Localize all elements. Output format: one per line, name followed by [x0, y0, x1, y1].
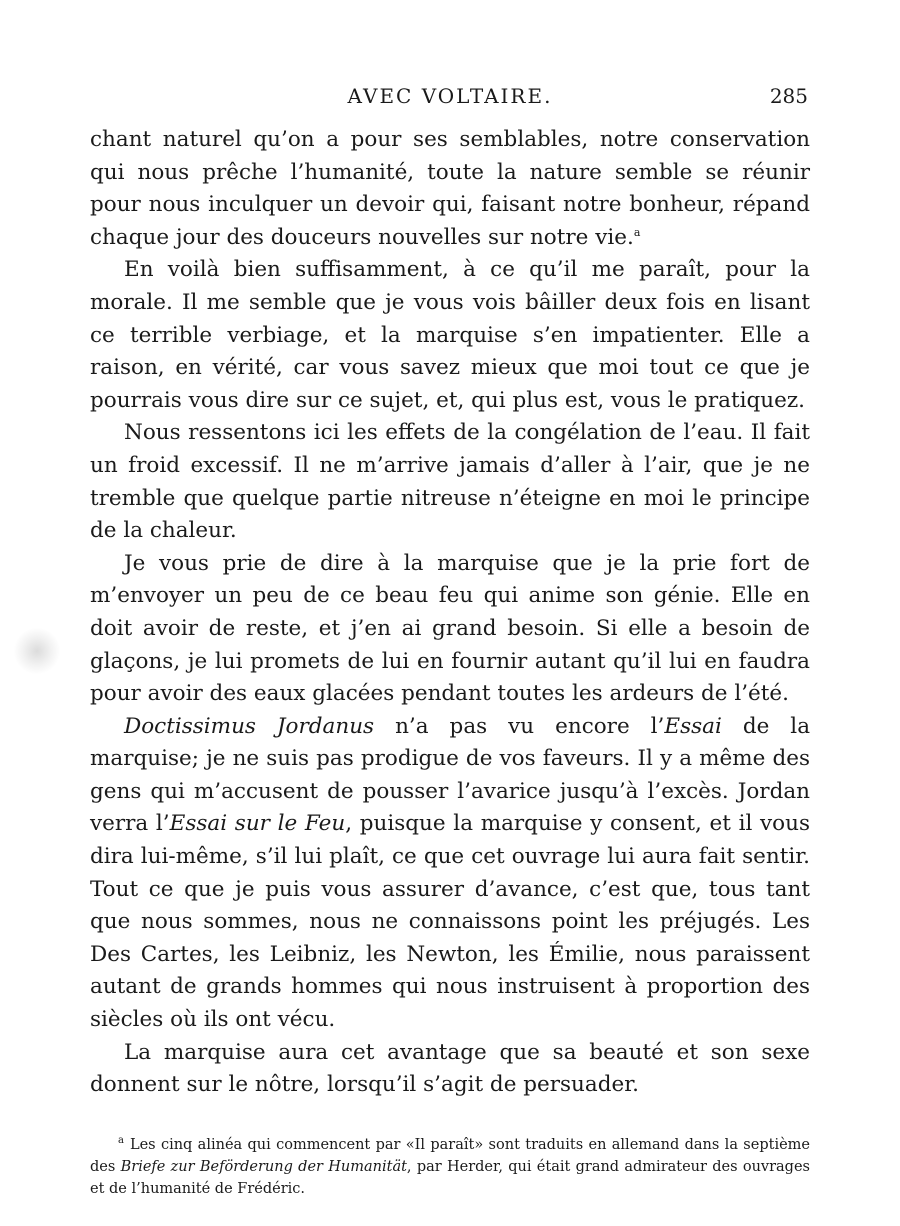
italic-segment: Doctissimus Jordanus — [124, 713, 375, 739]
paragraph-3 — [90, 417, 810, 547]
footnote-mark: a — [118, 1134, 124, 1146]
text-segment: Les cinq alinéa qui commencent par «Il paraît» sont traduits en allemand dans la septième des — [90, 1136, 810, 1175]
text-segment: La marquise aura cet avantage que sa beauté et son sexe donnent sur le nôtre, lorsqu’il s’agit de persuader. — [90, 1039, 810, 1098]
text-segment: Je vous prie de dire à la marquise que je la prie fort de m’envoyer un peu de ce beau feu qui anime son génie. Elle en doit avoir de reste, et j’en ai grand besoin. Si elle a besoin de glaçons, je lui promets de lui en fournir autant qu’il lui en faudra pour avoir des eaux glacées pendant toutes les ardeurs de l’été. — [90, 550, 810, 707]
text-segment: En voilà bien suffisamment, à ce qu’il me paraît, pour la morale. Il me semble que je vous vois bâiller deux fois en lisant ce terrible verbiage, et la marquise s’en impatienter. Elle a raison, en vérité, car vous savez mieux que moi tout ce que je pourrais vous dire sur ce sujet, et, qui plus est, vous le pratiquez. — [90, 257, 810, 413]
running-title: AVEC VOLTAIRE. — [347, 84, 553, 108]
paragraph-2 — [90, 254, 810, 417]
paragraph-4 — [90, 548, 810, 711]
italic-segment: Briefe zur Beförderung der Humanität — [120, 1158, 407, 1175]
paper-smudge — [14, 628, 60, 674]
body-text — [90, 124, 810, 1102]
text-segment: , par Herder, qui était grand admirateur des ouvrages et de l’humanité de Frédéric. — [90, 1158, 810, 1197]
footnotes — [90, 1134, 810, 1200]
page — [90, 80, 810, 1200]
italic-segment: Essai sur le Feu — [169, 811, 346, 837]
paragraph-5 — [90, 711, 810, 1037]
text-segment: chant naturel qu’on a pour ses semblables, notre conservation qui nous prêche l’humanité, toute la nature semble se réunir pour nous inculquer un devoir qui, faisant notre bonheur, répand chaque jour des douceurs nouvelles sur notre vie. — [90, 127, 810, 250]
footnote-ref: a — [633, 225, 641, 239]
text-segment: , puisque la marquise y consent, et il vous dira lui-même, s’il lui plaît, ce que cet ouvrage lui aura fait sentir. Tout ce que je puis vous assurer d’avance, c’est que, tous tant que nous sommes, nous ne connaissons point les préjugés. Les Des Cartes, les Leibniz, les Newton, les Émilie, nous paraissent autant de grands hommes qui nous instruisent à proportion des siècles où ils ont vécu. — [90, 811, 810, 1033]
paragraph-6 — [90, 1037, 810, 1102]
page-number: 285 — [769, 84, 808, 108]
text-segment: de la marquise; je ne suis pas prodigue de vos faveurs. Il y a même des gens qui m’accusent de pousser l’avarice jusqu’à l’excès. Jordan verra l’ — [90, 713, 811, 837]
footnote — [90, 1134, 810, 1200]
text-segment: Nous ressentons ici les effets de la congélation de l’eau. Il fait un froid excessif. Il ne m’arrive jamais d’aller à l’air, que je ne tremble que quelque partie nitreuse n’éteigne en moi le principe de la chaleur. — [90, 420, 810, 544]
text-segment: n’a pas vu encore l’ — [374, 713, 665, 739]
italic-segment: Essai — [664, 713, 722, 739]
paragraph-1 — [90, 124, 810, 254]
running-head — [90, 80, 810, 116]
